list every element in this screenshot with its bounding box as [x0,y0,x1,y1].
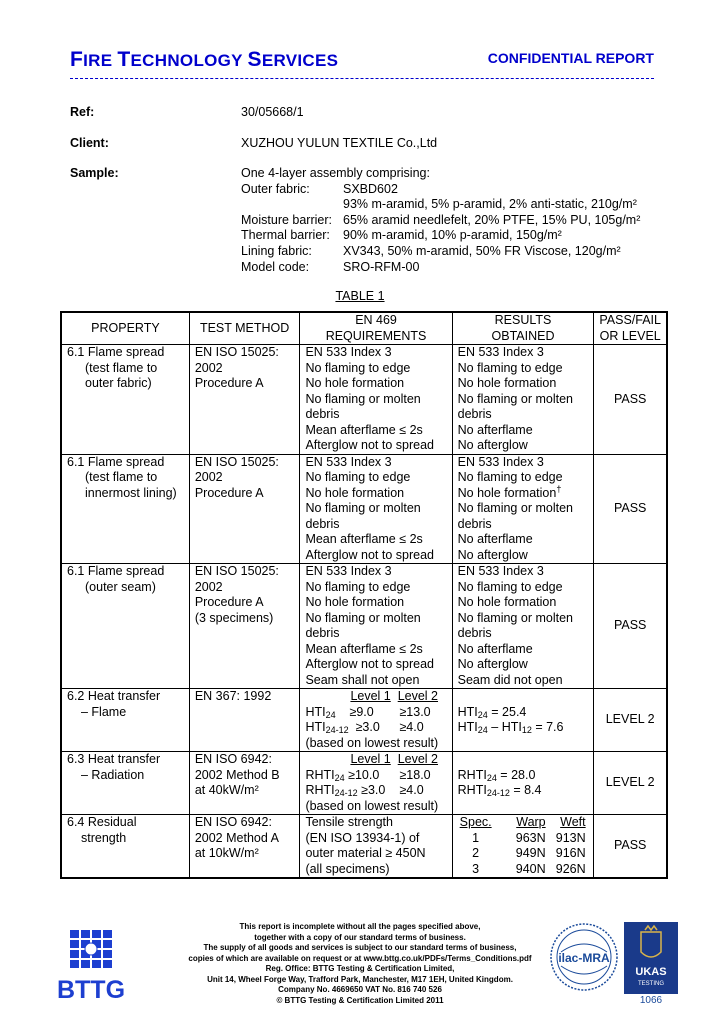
sample-component-label: Model code: [241,259,310,274]
footer-legal-text [160,922,560,1006]
table-row-flame-spread [61,345,667,455]
sample-component-label [241,197,343,213]
cell-method: EN ISO 6942: 2002 Method B at 40kW/m² [189,752,300,815]
report-type: CONFIDENTIAL REPORT [487,50,654,66]
sample-component-value: 93% m-aramid, 5% p-aramid, 2% anti-static, 210g/m² [343,197,637,212]
ilac-logo-text: ilac-MRA [558,951,610,965]
spec-value: 913N [555,830,586,845]
spec-value: 949N [515,846,546,860]
cell-results: EN 533 Index 3 No flaming to edge No hole formation† No flaming or molten debris No afterflame No afterglow [452,454,594,564]
header-results: RESULTS OBTAINED [452,312,594,345]
spec-row [458,862,589,878]
sample-component-row [241,213,640,229]
footer-line: Unit 14, Wheel Forge Way, Trafford Park, Manchester, M17 1EH, United Kingdom. [207,974,513,984]
table-row-heat-radiation [61,752,667,815]
client-label: Client: [70,136,109,150]
sample-intro: One 4-layer assembly comprising: [241,166,430,180]
header-method: TEST METHOD [189,312,300,345]
cell-method: EN ISO 6942: 2002 Method A at 10kW/m² [189,815,300,879]
cell-verdict: PASS [594,564,667,689]
spec-value: 1 [472,830,480,845]
cell-verdict: LEVEL 2 [594,752,667,815]
bttg-logo-square [70,960,79,968]
header-divider [70,78,654,79]
table-header-row [61,312,667,345]
cell-requirements: EN 533 Index 3 No flaming to edge No hole formation No flaming or molten debris Mean afterflame ≤ 2s Afterglow not to spread [300,345,452,455]
bttg-logo-square [70,950,79,958]
cell-verdict: PASS [594,345,667,455]
spec-row [458,846,589,862]
spec-value: 926N [555,861,586,876]
bttg-logo-square [81,930,90,938]
footer-line: together with a copy of our standard terms of business. [254,932,466,942]
sample-component-row [241,228,640,244]
sample-component-label: Thermal barrier: [241,228,330,243]
bttg-logo-emblem [85,943,97,955]
cell-results: EN 533 Index 3 No flaming to edge No hole formation No flaming or molten debris No afterflame No afterglow [452,345,594,455]
bttg-logo-square [92,930,101,938]
cell-property: 6.1 Flame spread (test flame to innermost lining) [61,454,189,564]
cell-results: EN 533 Index 3 No flaming to edge No hole formation No flaming or molten debris No afterflame No afterglow Seam did not open [452,564,594,689]
header-property: PROPERTY [61,312,189,345]
company-name-rest: ECHNOLOGY [130,51,248,70]
company-name [70,48,338,72]
cell-method: EN ISO 15025: 2002 Procedure A [189,345,300,455]
table-row-flame-spread [61,454,667,564]
sample-component-value: SRO-RFM-00 [343,259,420,274]
sample-component-value: 65% aramid needlefelt, 20% PTFE, 15% PU, 105g/m² [343,212,641,227]
footer-line: copies of which are available on request or at www.bttg.co.uk/PDFs/Terms_Conditions.pdf [188,953,532,963]
header-requirements: EN 469 REQUIREMENTS [300,312,452,345]
ref-value: 30/05668/1 [241,105,304,119]
sample-rows [241,182,640,276]
company-name-initial: S [247,48,262,71]
bttg-logo-square [92,960,101,968]
table-title: TABLE 1 [335,289,385,303]
sample-label: Sample: [70,166,119,180]
cell-requirements: EN 533 Index 3 No flaming to edge No hole formation No flaming or molten debris Mean afterflame ≤ 2s Afterglow not to spread [300,454,452,564]
spec-value: 2 [472,846,480,860]
ukas-logo-subtext: TESTING [637,981,665,987]
footer-line: Reg. Office: BTTG Testing & Certification Limited, [265,964,455,973]
footer-line: The supply of all goods and services is subject to our standard terms of business, [203,943,517,952]
client-value: XUZHOU YULUN TEXTILE Co.,Ltd [241,136,438,150]
cell-property: 6.3 Heat transfer – Radiation [61,752,189,815]
footer-line: © BTTG Testing & Certification Limited 2011 [276,995,444,1005]
ukas-logo-text: UKAS [635,966,667,978]
header-verdict: PASS/FAIL OR LEVEL [594,312,667,345]
bttg-logo-square [70,930,79,938]
sample-component-row [241,260,640,276]
sample-component-label: Outer fabric: [241,181,310,196]
company-name-initial: F [70,48,84,71]
sample-description [241,166,640,275]
bttg-logo-square [103,960,112,968]
spec-row [458,831,589,847]
table-row-residual [61,815,667,879]
company-name-rest: IRE [83,51,118,70]
bttg-logo-square [70,940,79,948]
sample-component-value: 90% m-aramid, 10% p-aramid, 150g/m² [343,228,562,243]
sample-component-value: SXBD602 [343,181,398,196]
ukas-testing-logo [624,922,678,994]
ilac-mra-logo [549,922,619,992]
sample-component-row [241,244,640,260]
table-row-heat-flame [61,689,667,752]
cell-method: EN ISO 15025: 2002 Procedure A (3 specimens) [189,564,300,689]
cell-results [452,815,594,879]
bttg-logo-square [103,950,112,958]
cell-verdict: LEVEL 2 [594,689,667,752]
bttg-logo-text: BTTG [56,976,126,1002]
cell-requirements: Tensile strength (EN ISO 13934-1) of outer material ≥ 450N (all specimens) [300,815,452,879]
ref-label: Ref: [70,105,95,119]
cell-results: $HTI_{24} = 25.4$ $HTI_{24} - HTI_{12} = 7.6$ [452,689,594,752]
cell-property: 6.1 Flame spread (test flame to outer fabric) [61,345,189,455]
spec-value: 940N [515,861,546,876]
sample-component-row [241,197,640,213]
results-table [60,311,668,879]
footer-line: Company No. 4669650 VAT No. 816 740 526 [278,985,442,994]
spec-header-row: Spec. Warp Weft [459,815,586,829]
bttg-logo-square [81,960,90,968]
cell-verdict: PASS [594,454,667,564]
sample-component-row [241,182,640,198]
bttg-logo-square [103,940,112,948]
cell-requirements: Level 1 Level 2 $HTI_{24}$ ≥9.0 ≥13.0 $HTI_{24-12} \ge 3.0$ ≥4.0 (based on lowest result) [300,689,452,752]
company-name-initial: T [117,48,131,71]
footer-line: This report is incomplete without all the pages specified above, [239,922,481,931]
spec-value: 3 [472,861,480,876]
bttg-logo-square [103,930,112,938]
sample-component-value: XV343, 50% m-aramid, 50% FR Viscose, 120g/m² [343,243,621,258]
cell-method: EN 367: 1992 [189,689,300,752]
bttg-logo [50,928,132,1002]
table-row-flame-spread [61,564,667,689]
cell-property: 6.4 Residual strength [61,815,189,879]
cell-requirements: EN 533 Index 3 No flaming to edge No hole formation No flaming or molten debris Mean afterflame ≤ 2s Afterglow not to spread Seam shall not open [300,564,452,689]
spec-value: 963N [515,830,546,845]
sample-component-label: Moisture barrier: [241,212,332,227]
cell-property: 6.2 Heat transfer – Flame [61,689,189,752]
ukas-accreditation-number: 1066 [639,995,663,1006]
cell-method: EN ISO 15025: 2002 Procedure A [189,454,300,564]
company-name-rest: ERVICES [261,51,339,70]
sample-component-label: Lining fabric: [241,243,312,258]
cell-requirements: Level 1 Level 2 $RHTI_{24} \ge 10.0$ ≥18.0 $RHTI_{24-12} \ge 3.0$ ≥4.0 (based on lowest result) [300,752,452,815]
cell-verdict: PASS [594,815,667,879]
spec-value: 916N [555,846,586,860]
cell-results: $RHTI_{24} = 28.0$ $RHTI_{24-12} = 8.4$ [452,752,594,815]
cell-property: 6.1 Flame spread (outer seam) [61,564,189,689]
